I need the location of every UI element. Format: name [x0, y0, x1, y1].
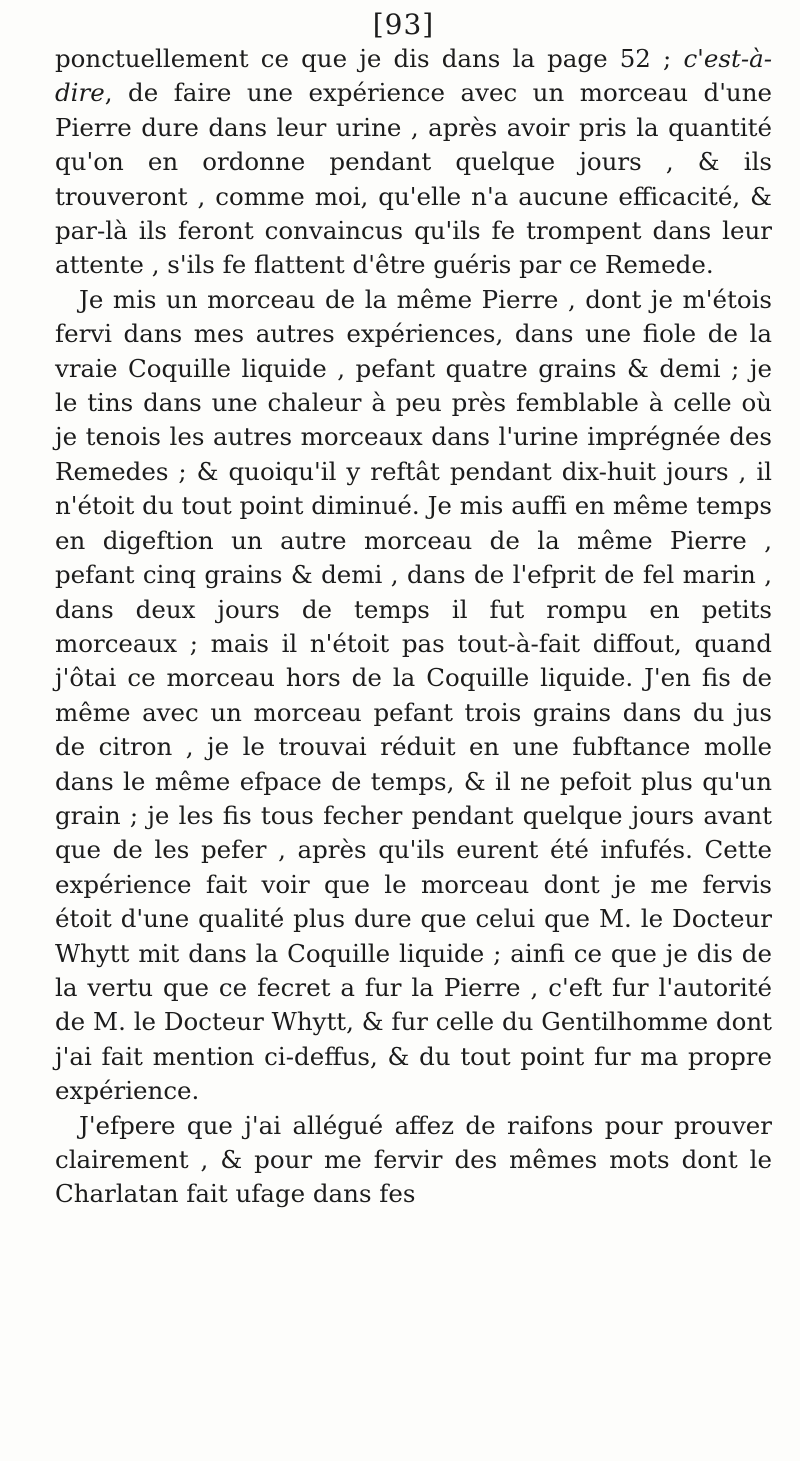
paragraph-1-italic: c'est-à-dire — [55, 44, 772, 108]
paragraph-1-continuation: , de faire une expérience avec un morceau d'une Pierre dure dans leur urine , après avoir pris la quantité qu'on en ordonne pendant quelque jours , & ils trouveront , comme moi, qu'elle n'a aucune efficacité, & par-là ils feront convaincus qu'ils fe trompent dans leur attente , s'ils fe flattent d'être guéris par ce Remede. — [55, 78, 772, 280]
paragraph-1 — [55, 42, 772, 283]
page-number: [93] — [372, 8, 435, 41]
paragraph-2: Je mis un morceau de la même Pierre , dont je m'étois fervi dans mes autres expériences, dans une fiole de la vraie Coquille liquide , pefant quatre grains & demi ; je le tins dans une chaleur à peu près femblable à celle où je tenois les autres morceaux dans l'urine imprégnée des Remedes ; & quoiqu'il y reftât pendant dix-huit jours , il n'étoit du tout point diminué. Je mis auffi en même temps en digeftion un autre morceau de la même Pierre , pefant cinq grains & demi , dans de l'efprit de fel marin , dans deux jours de temps il fut rompu en petits morceaux ; mais il n'étoit pas tout-à-fait diffout, quand j'ôtai ce morceau hors de la Coquille liquide. J'en fis de même avec un morceau pefant trois grains dans du jus de citron , je le trouvai réduit en une fubftance molle dans le même efpace de temps, & il ne pefoit plus qu'un grain ; je les fis tous fecher pendant quelque jours avant que de les pefer , après qu'ils eurent été infufés. Cette expérience fait voir que le morceau dont je me fervis étoit d'une qualité plus dure que celui que M. le Docteur Whytt mit dans la Coquille liquide ; ainfi ce que je dis de la vertu que ce fecret a fur la Pierre , c'eft fur l'autorité de M. le Docteur Whytt, & fur celle du Gentilhomme dont j'ai fait mention ci-deffus, & du tout point fur ma propre expérience. — [55, 284, 772, 1106]
paragraph-3: J'efpere que j'ai allégué affez de raifons pour prouver clairement , & pour me fervir des mêmes mots dont le Charlatan fait ufage dans fes — [55, 1110, 772, 1209]
body-text — [55, 42, 772, 1212]
paragraph-1-text: ponctuellement ce que je dis dans la page 52 ; — [55, 44, 684, 73]
